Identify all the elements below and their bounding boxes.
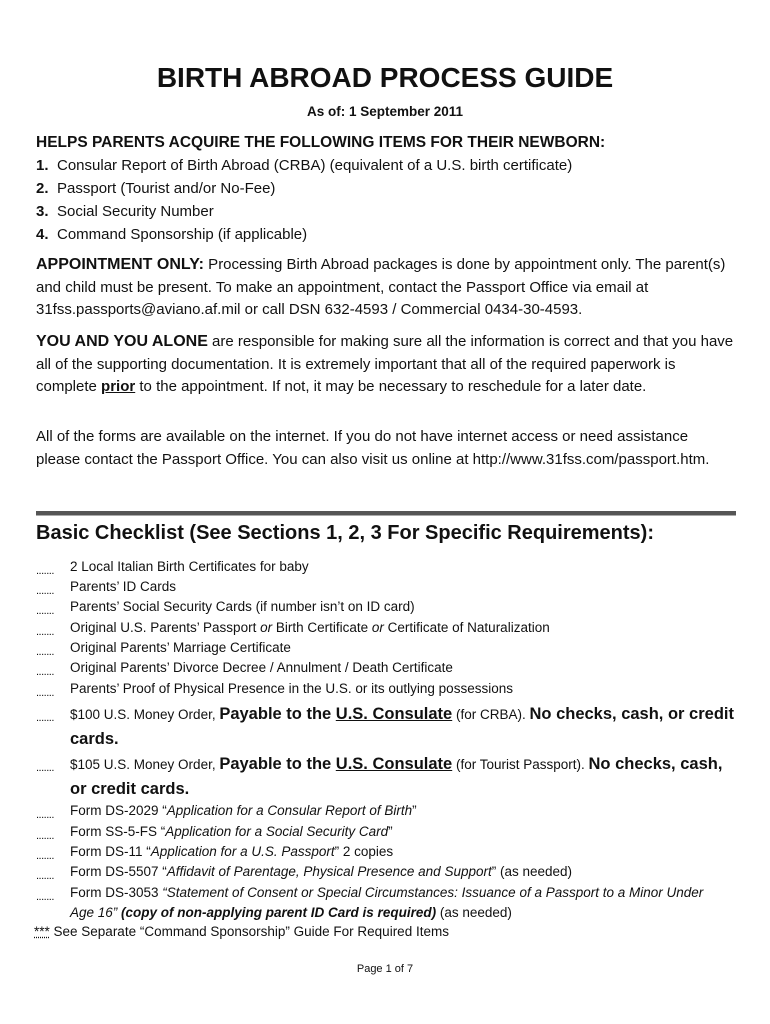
list-item: 1. Consular Report of Birth Abroad (CRBA) (equivalent of a U.S. birth certificate) [36, 157, 573, 174]
document-page: BIRTH ABROAD PROCESS GUIDE As of: 1 September 2011 HELPS PARENTS ACQUIRE THE FOLLOWING ITEMS FOR THEIR NEWBORN: 1. Consular Report of Birth Abroad (CRBA) (equivalent of a U.S. birth certificate) 2. Passport (Tourist and/or No-Fee) 3. Social Security Number 4. Command Sponsorship (if applicable) APPOINTMENT ONLY: Processing Birth Abroad packages is done by appointment only. The parent(s) and child must be present. To make an appointment, contact the Passport Office via email at 31fss.passports@aviano.af.mil or call DSN 632-4593 / Commercial 0434-30-4593. YOU AND YOU ALONE are responsible for making sure all the information is correct and that you have all of the supporting documentation. It is extremely important that all of the required paperwork is complete prior to the appointment. If not, it may be necessary to reschedule for a later date. All of the forms are available on the internet. If you do not have internet access or need assistance please contact the Passport Office. You can also visit us online at http://www.31fss.com/passport.htm. Basic Checklist (See Sections 1, 2, 3 For Specific Requirements): ....... 2 Local Italian Birth Certificates for baby ....... Parents’ ID Cards ....... Parents’ Social Security Cards (if number isn’t on ID card) ....... Original U.S. Parents’ Passport or Birth Certificate or Certificate of Naturalization ....... Original Parents’ Marriage Certificate ....... Original Parents’ Divorce Decree / Annulment / Death Certificate ....... Parents’ Proof of Physical Presence in the U.S. or its outlying possessions ....... $100 U.S. Money Order, Payable to the U.S. Consulate (for CRBA). No checks, cash, or credit cards. ....... $105 U.S. Money Order, Payable to the U.S. Consulate (for Tourist Passport). No checks, cash, or credit cards. ....... Form DS-2029 “Application for a Consular Report of Birth” ....... Form SS-5-FS “Application for a Social Security Card” ....... Form DS-11 “Application for a U.S. Passport” 2 copies ....... Form DS-5507 “Affidavit of Parentage, Physical Presence and Support” (as needed) ....... Form DS-3053 “Statement of Consent or Special Circumstances: Issuance of a Passport to a Minor Under Age 16” (copy of non-applying parent ID Card is required) (as needed) *** See Separate “Command Sponsorship” Guide For Required Items Page 1 of 7 [0, 0, 770, 1024]
responsibility-paragraph: YOU AND YOU ALONE are responsible for making sure all the information is correct and that you have all of the supporting documentation. It is extremely important that all of the required paperwork is complete prior to the appointment. If not, it may be necessary to reschedule for a later date. [36, 333, 734, 395]
as-of-date: As of: 1 September 2011 [306, 104, 464, 119]
list-item: 4. Command Sponsorship (if applicable) [36, 226, 308, 243]
list-item: 2. Passport (Tourist and/or No-Fee) [36, 180, 276, 197]
checklist-heading: Basic Checklist (See Sections 1, 2, 3 For Specific Requirements): [36, 522, 654, 544]
section-divider [36, 511, 736, 516]
helps-heading: HELPS PARENTS ACQUIRE THE FOLLOWING ITEMS FOR THEIR NEWBORN: [36, 134, 606, 151]
page-title: BIRTH ABROAD PROCESS GUIDE [156, 62, 614, 93]
page-number: Page 1 of 7 [356, 963, 414, 975]
forms-paragraph: All of the forms are available on the internet. If you do not have internet access or need assistance please contact the Passport Office. You can also visit us online at http://www.31fss.com/passport.htm. [36, 428, 710, 468]
command-sponsorship-note: *** See Separate “Command Sponsorship” Guide For Required Items [34, 924, 449, 939]
appointment-paragraph: APPOINTMENT ONLY: Processing Birth Abroad packages is done by appointment only. The parent(s) and child must be present. To make an appointment, contact the Passport Office via email at 31fss.passports@aviano.af.mil or call DSN 632-4593 / Commercial 0434-30-4593. [36, 256, 726, 318]
list-item: 3. Social Security Number [36, 203, 214, 220]
